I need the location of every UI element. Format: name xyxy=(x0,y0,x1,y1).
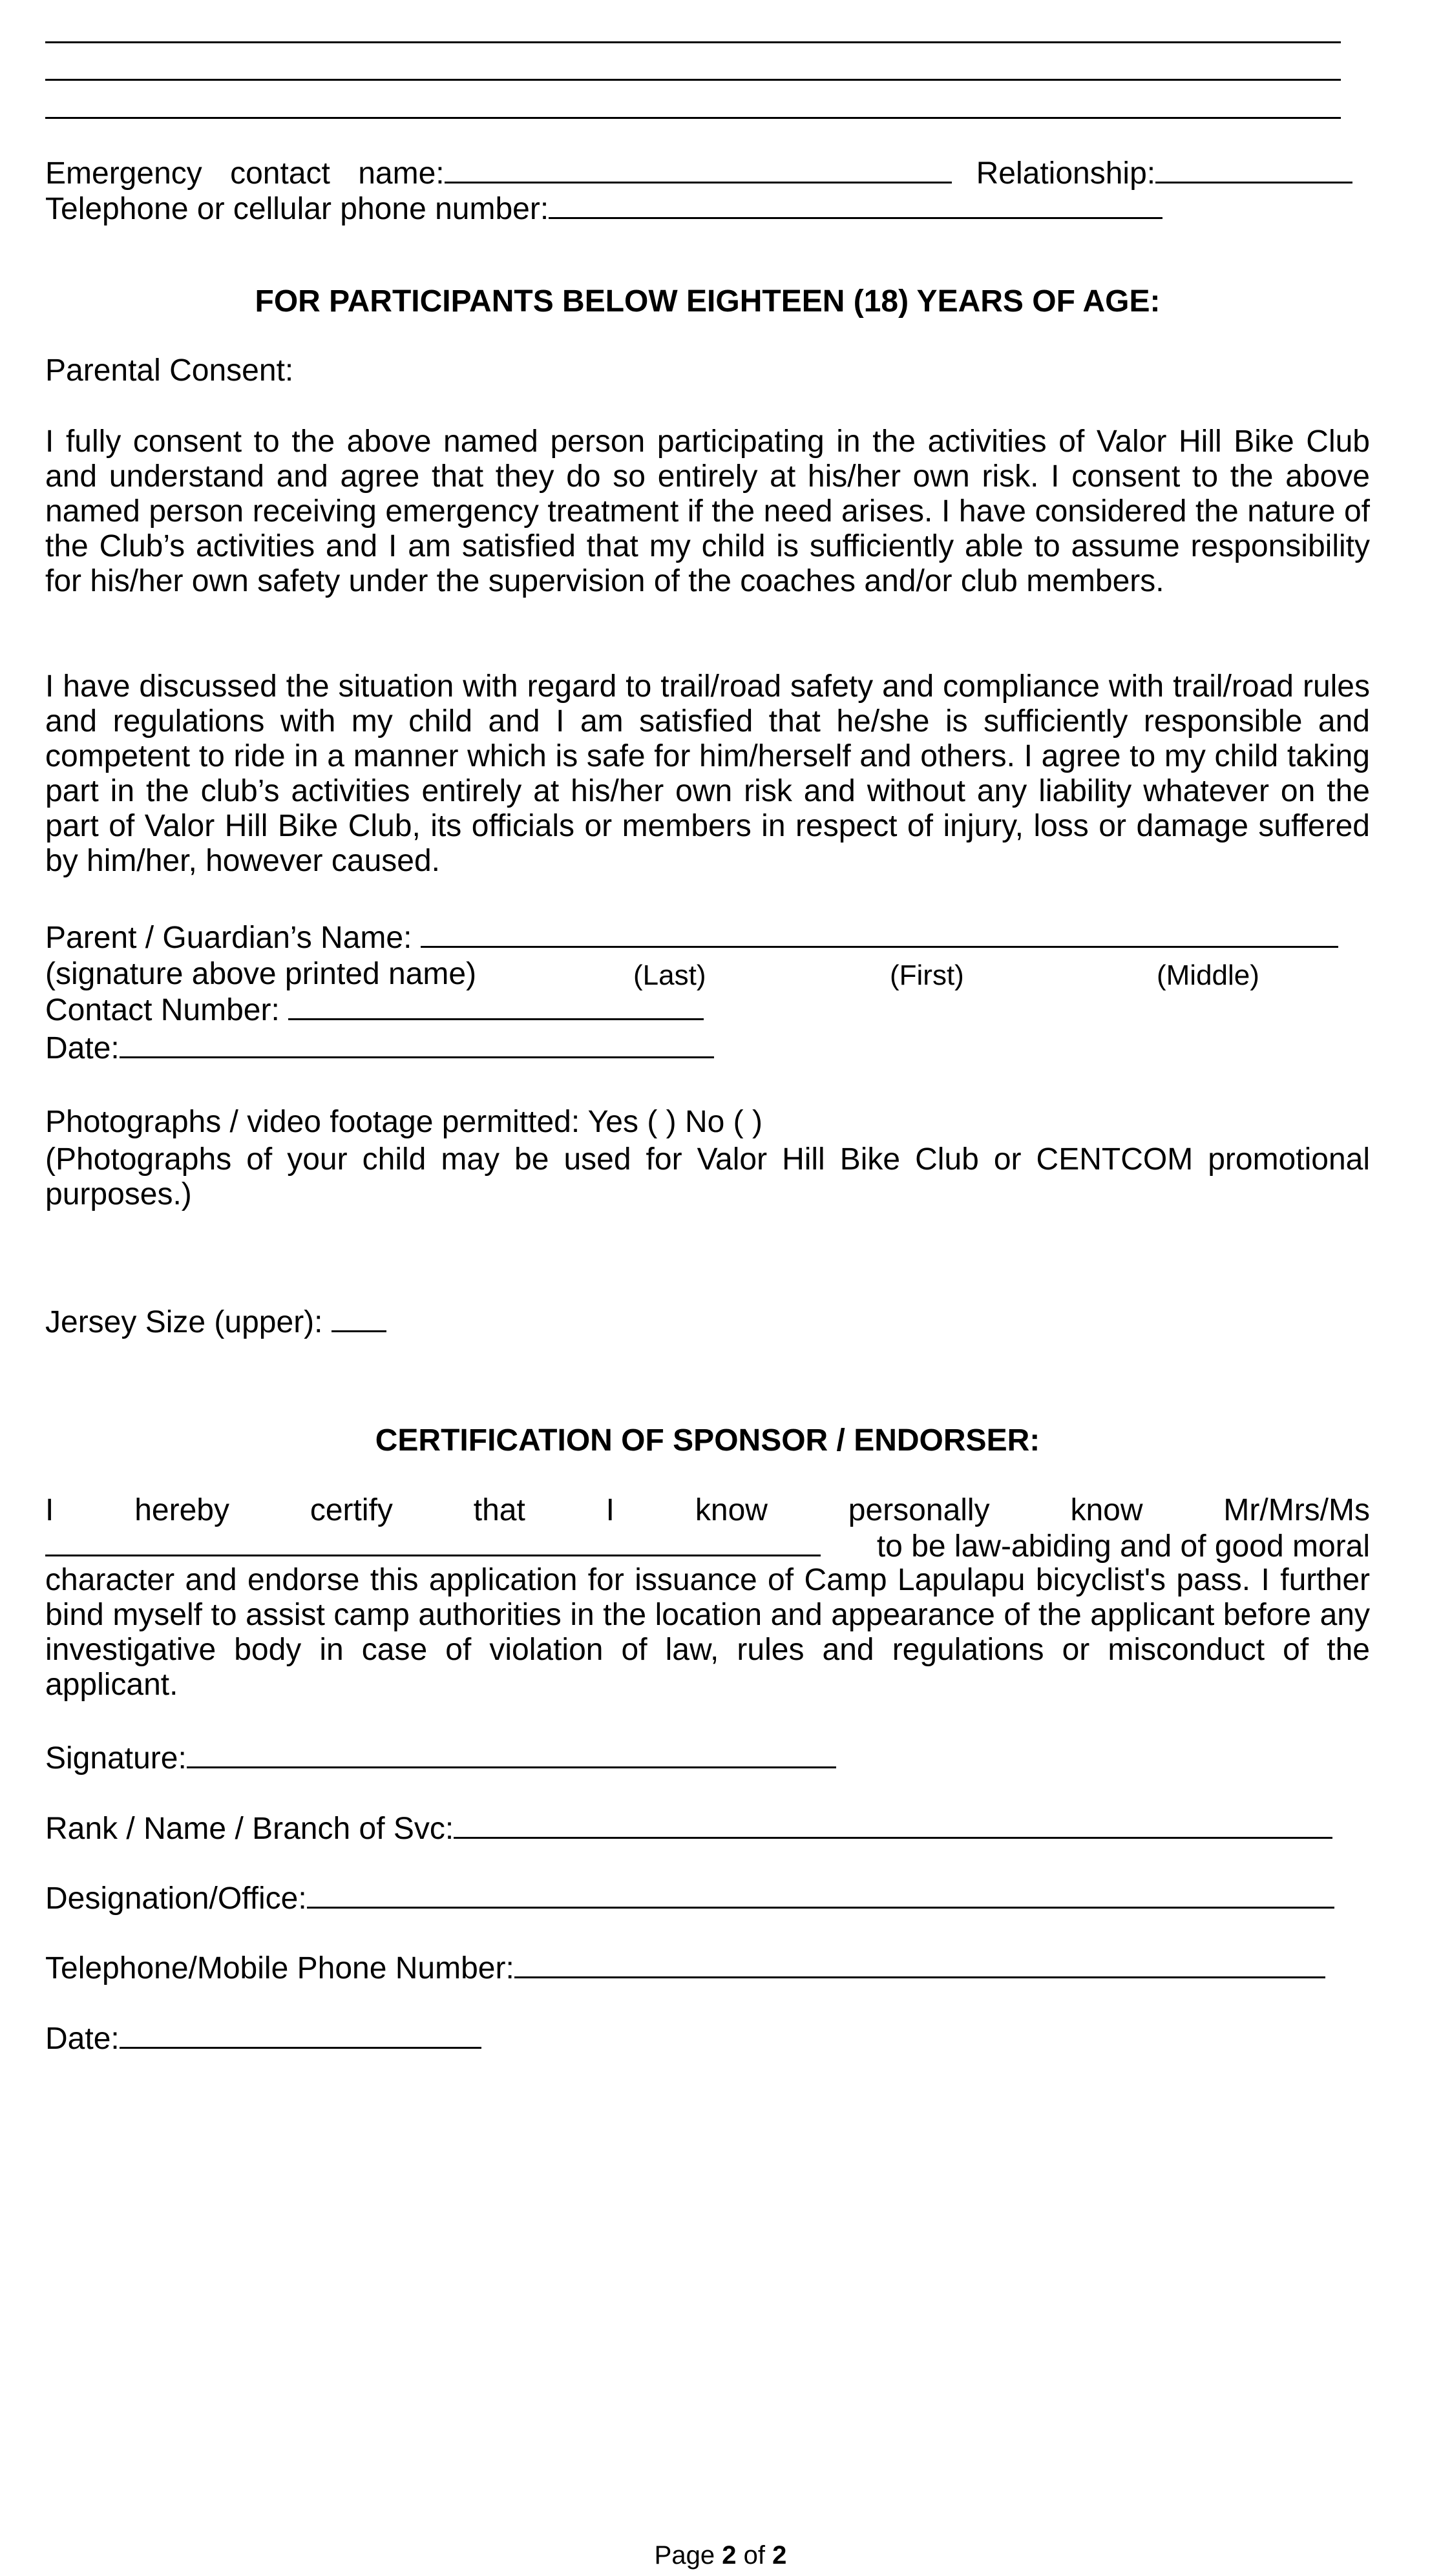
photo-note: (Photographs of your child may be used for Valor Hill Bike Club or CENTCOM promotional purposes.) xyxy=(45,1142,1370,1211)
sponsor-date-field[interactable] xyxy=(120,2020,481,2049)
relationship-label: Relationship: xyxy=(976,156,1156,191)
sponsor-phone-row xyxy=(45,1950,1325,1986)
blank-line-1[interactable] xyxy=(45,41,1341,43)
sponsor-phone-field[interactable] xyxy=(514,1950,1325,1978)
guardian-name-label: Parent / Guardian’s Name: xyxy=(45,921,412,955)
emergency-phone-row xyxy=(45,191,1162,227)
sponsored-person-field[interactable] xyxy=(45,1528,821,1556)
guardian-date-row xyxy=(45,1030,714,1066)
designation-label: Designation/Office: xyxy=(45,1881,307,1916)
emergency-name-field[interactable] xyxy=(445,155,952,183)
sponsor-heading: CERTIFICATION OF SPONSOR / ENDORSER: xyxy=(375,1423,1040,1458)
rank-name-branch-field[interactable] xyxy=(454,1810,1332,1839)
parental-consent-label: Parental Consent: xyxy=(45,353,294,388)
guardian-name-field[interactable] xyxy=(421,919,1338,948)
sponsor-date-row xyxy=(45,2020,481,2057)
footer-total-pages: 2 xyxy=(772,2541,787,2570)
form-page xyxy=(45,0,1370,2576)
blank-line-2[interactable] xyxy=(45,79,1341,81)
emergency-phone-field[interactable] xyxy=(549,191,1162,219)
consent-paragraph-1: I fully consent to the above named person participating in the activities of Valor Hill Bike Club and understand and agree that they do so entirely at his/her own risk. I consent to the above named person receiving emergency treatment if the need arises. I have considered the nature of the Club’s activities and I am satisfied that my child is sufficiently able to assume responsibility for his/her own safety under the supervision of the coaches and/or club members. xyxy=(45,424,1370,598)
jersey-size-field[interactable] xyxy=(331,1304,386,1332)
consent-paragraph-2: I have discussed the situation with regard to trail/road safety and compliance with trail/road rules and regulations with my child and I am satisfied that he/she is sufficiently responsible and competent to ride in a manner which is safe for him/herself and others. I agree to my child taking part in the club’s activities entirely at his/her own risk and without any liability whatever on the part of Valor Hill Bike Club, its officials or members in respect of injury, loss or damage suffered by him/her, however caused. xyxy=(45,669,1370,878)
sponsor-para-line2-text: to be law-abiding and of good moral xyxy=(876,1529,1370,1564)
sponsor-para-line1: I hereby certify that I know personally know Mr/Mrs/Ms xyxy=(45,1493,1370,1527)
sponsor-date-label: Date: xyxy=(45,2022,120,2056)
relationship-field[interactable] xyxy=(1155,155,1352,183)
footer-page-word: Page xyxy=(654,2541,715,2570)
sponsor-signature-field[interactable] xyxy=(187,1740,836,1768)
rank-name-branch-label: Rank / Name / Branch of Svc: xyxy=(45,1812,454,1846)
sponsor-para-rest: character and endorse this application for issuance of Camp Lapulapu bicyclist's pass. I further bind myself to assist camp authorities in the location and appearance of the applicant before any investigative body in case of violation of law, rules and regulations or misconduct of the applicant. xyxy=(45,1563,1370,1702)
contact-number-row xyxy=(45,992,704,1028)
name-last-label: (Last) xyxy=(633,959,706,991)
rank-name-branch-row xyxy=(45,1810,1332,1847)
minors-heading: FOR PARTICIPANTS BELOW EIGHTEEN (18) YEARS OF AGE: xyxy=(255,284,1161,319)
blank-line-3[interactable] xyxy=(45,117,1341,119)
name-middle-label: (Middle) xyxy=(1157,959,1259,991)
footer-current-page: 2 xyxy=(722,2541,737,2570)
contact-number-label: Contact Number: xyxy=(45,993,280,1027)
emergency-phone-label: Telephone or cellular phone number: xyxy=(45,192,549,226)
sponsor-phone-label: Telephone/Mobile Phone Number: xyxy=(45,1951,514,1985)
contact-number-field[interactable] xyxy=(288,992,704,1020)
photo-permission-line: Photographs / video footage permitted: Yes ( ) No ( ) xyxy=(45,1105,763,1139)
jersey-size-label: Jersey Size (upper): xyxy=(45,1305,323,1339)
sponsor-signature-row xyxy=(45,1740,836,1776)
jersey-size-row xyxy=(45,1304,386,1340)
emergency-name-label: Emergency contact name: xyxy=(45,156,445,191)
sponsor-para-line2 xyxy=(45,1528,1370,1564)
designation-field[interactable] xyxy=(307,1880,1334,1909)
page-footer xyxy=(0,2538,1441,2573)
emergency-contact-row xyxy=(45,155,1370,191)
guardian-date-field[interactable] xyxy=(120,1030,714,1058)
sponsor-signature-label: Signature: xyxy=(45,1741,187,1775)
footer-of-word: of xyxy=(743,2541,765,2570)
guardian-date-label: Date: xyxy=(45,1031,120,1065)
signature-note: (signature above printed name) xyxy=(45,957,477,991)
name-first-label: (First) xyxy=(890,959,964,991)
guardian-name-row xyxy=(45,919,1338,956)
designation-row xyxy=(45,1880,1334,1916)
